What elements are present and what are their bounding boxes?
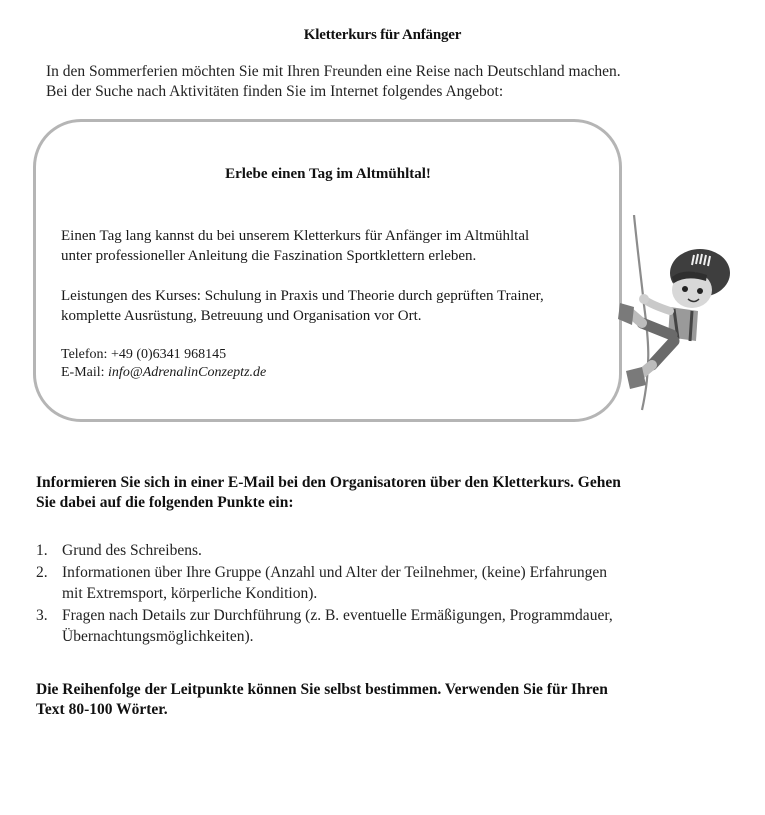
- document-title: Kletterkurs für Anfänger: [303, 27, 462, 43]
- phone-value: +49 (0)6341 968145: [110, 347, 227, 362]
- offer-paragraph-2: [61, 286, 621, 326]
- contact-info: [61, 346, 621, 382]
- email-line: [61, 364, 621, 382]
- email-value: info@AdrenalinConzeptz.de: [108, 365, 267, 380]
- intro-text: [46, 62, 746, 102]
- email-label: E-Mail:: [61, 365, 105, 380]
- task-point-line-2: mit Extremsport, körperliche Kondition).: [62, 585, 318, 602]
- task-point: [36, 540, 736, 561]
- task-point-number: 3.: [36, 607, 48, 624]
- task-point-line-1: Grund des Schreibens.: [62, 542, 202, 559]
- offer-p2-line-1: Leistungen des Kurses: Schulung in Praxis und Theorie durch geprüften Trainer,: [61, 288, 544, 304]
- task-heading: [36, 473, 736, 513]
- boot-1: [618, 303, 634, 325]
- offer-p1-line-1: Einen Tag lang kannst du bei unserem Kletterkurs für Anfänger im Altmühltal: [61, 228, 530, 244]
- climbing-boy-icon: [612, 215, 762, 415]
- task-heading-line-1: Informieren Sie sich in einer E-Mail bei den Organisatoren über den Kletterkurs. Gehen: [36, 474, 621, 491]
- task-heading-line-2: Sie dabei auf die folgenden Punkte ein:: [36, 494, 294, 511]
- task-point: [36, 562, 736, 604]
- task-point-line-1: Fragen nach Details zur Durchführung (z. B. eventuelle Ermäßigungen, Programmdauer,: [62, 607, 613, 624]
- offer-p1-line-2: unter professioneller Anleitung die Faszination Sportklettern erleben.: [61, 248, 477, 264]
- footer-line-2: Text 80-100 Wörter.: [36, 701, 168, 718]
- task-point: [36, 605, 736, 647]
- task-point-line-1: Informationen über Ihre Gruppe (Anzahl und Alter der Teilnehmer, (keine) Erfahrungen: [62, 564, 608, 581]
- offer-paragraph-1: [61, 226, 621, 266]
- intro-line-1: In den Sommerferien möchten Sie mit Ihren Freunden eine Reise nach Deutschland machen.: [46, 63, 621, 80]
- footer-line-1: Die Reihenfolge der Leitpunkte können Sie selbst bestimmen. Verwenden Sie für Ihren: [36, 681, 608, 698]
- intro-line-2: Bei der Suche nach Aktivitäten finden Sie im Internet folgendes Angebot:: [46, 83, 504, 100]
- offer-p2-line-2: komplette Ausrüstung, Betreuung und Organisation vor Ort.: [61, 308, 422, 324]
- offer-heading: Erlebe einen Tag im Altmühltal!: [225, 166, 431, 182]
- footer-instructions: [36, 680, 736, 720]
- task-point-number: 1.: [36, 542, 48, 559]
- phone-line: [61, 346, 621, 364]
- phone-label: Telefon:: [61, 347, 108, 362]
- task-points-list: [36, 540, 736, 648]
- task-point-line-2: Übernachtungsmöglichkeiten).: [62, 628, 254, 645]
- task-point-number: 2.: [36, 564, 48, 581]
